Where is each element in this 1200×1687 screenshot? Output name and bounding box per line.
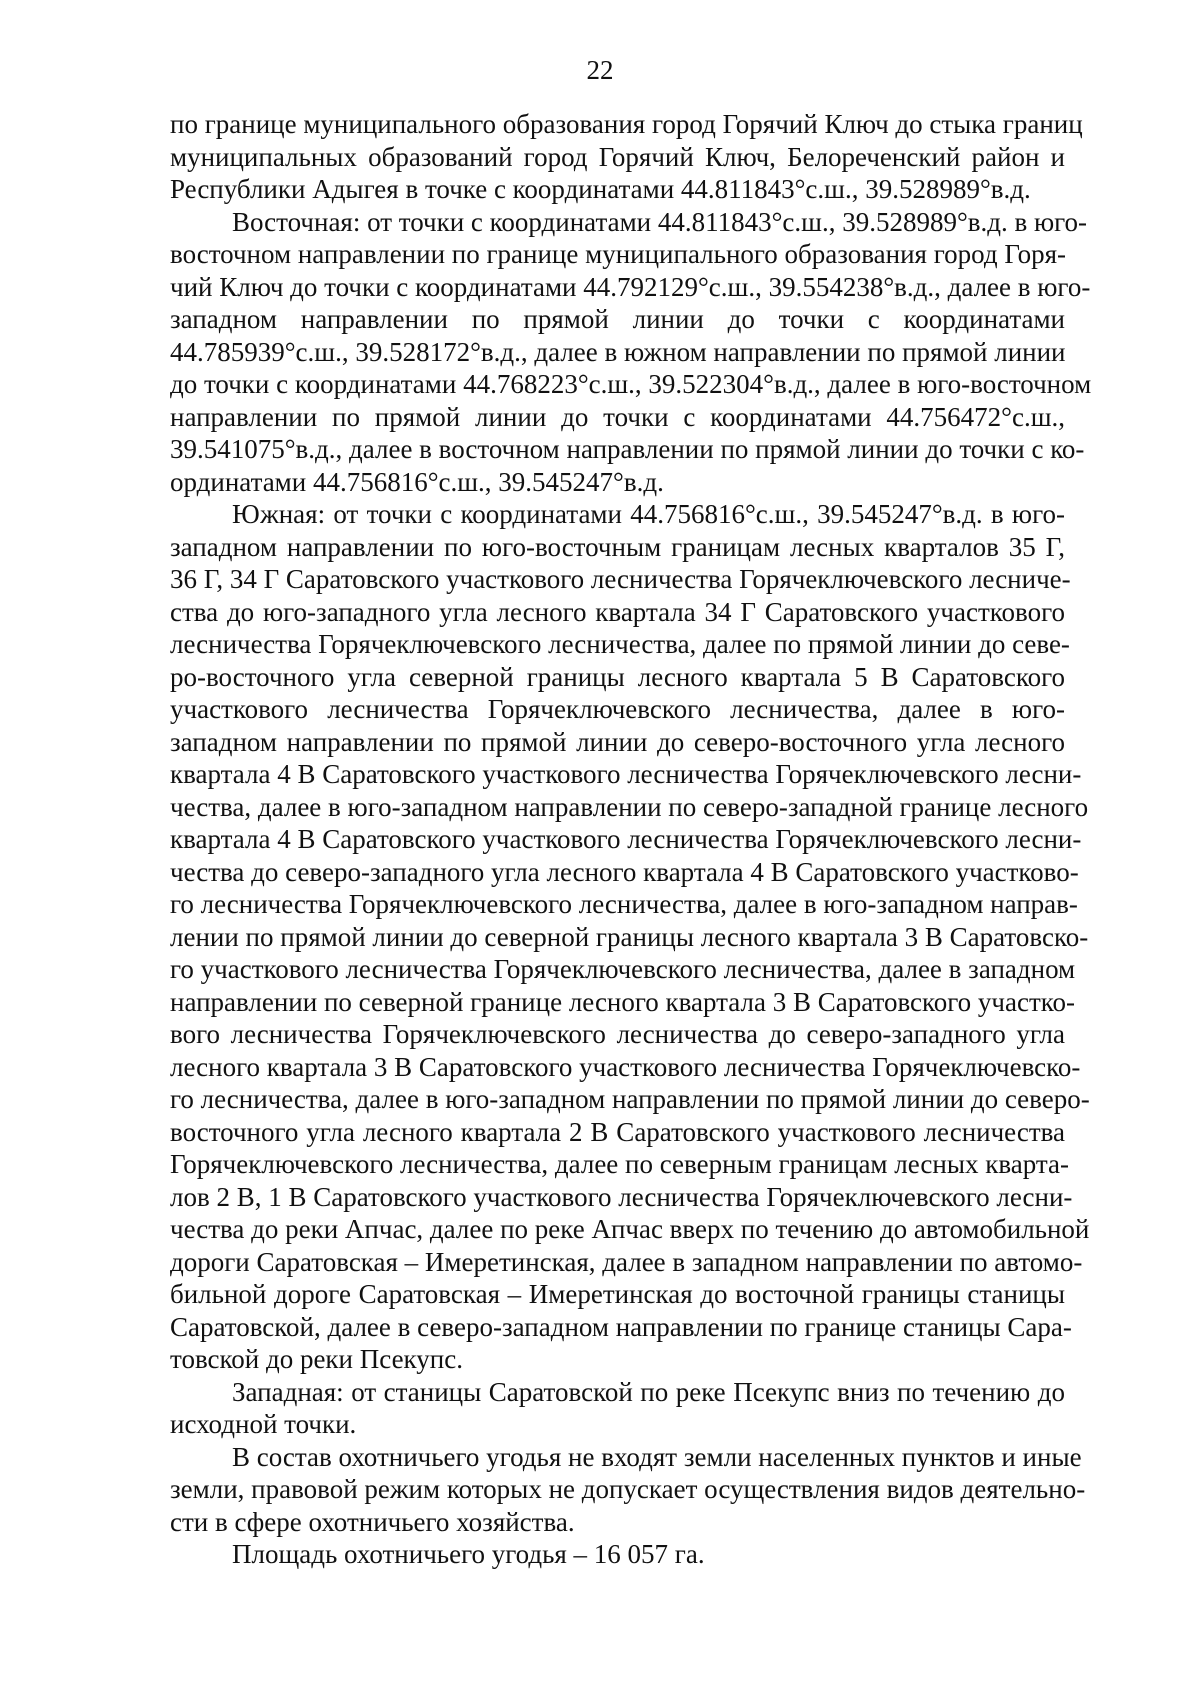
text-line: исходной точки. [170, 1409, 357, 1439]
text-line: го участкового лесничества Горячеключевского лесничества, далее в западном [170, 954, 1076, 984]
text-line: западном направлении по юго-восточным границам лесных кварталов 35 Г, [170, 531, 1065, 562]
text-line: до точки с координатами 44.768223°с.ш., 39.522304°в.д., далее в юго-восточном [170, 369, 1092, 399]
text-line: сти в сфере охотничьего хозяйства. [170, 1506, 575, 1537]
paragraph-area [170, 1538, 1065, 1571]
text-line: квартала 4 В Саратовского участкового лесничества Горячеключевского лесни- [170, 759, 1082, 789]
text-line: бильной дороге Саратовская – Имеретинская до восточной границы станицы [170, 1279, 1065, 1309]
text-line: муниципальных образований город Горячий Ключ, Белореченский район и [170, 141, 1065, 172]
text-line: чий Ключ до точки с координатами 44.792129°с.ш., 39.554238°в.д., далее в юго- [170, 271, 1091, 302]
text-line: Южная: от точки с координатами 44.756816°с.ш., 39.545247°в.д. в юго- [232, 499, 1065, 529]
text-line: ро-восточного угла северной границы лесного квартала 5 В Саратовского [170, 661, 1065, 692]
text-line: по границе муниципального образования город Горячий Ключ до стыка границ [170, 109, 1083, 139]
text-line: лов 2 В, 1 В Саратовского участкового лесничества Горячеключевского лесни- [170, 1181, 1073, 1212]
text-line: чества, далее в юго-западном направлении по северо-западной границе лесного [170, 791, 1089, 822]
page-number: 22 [586, 55, 614, 85]
text-line: 39.541075°в.д., далее в восточном направлении по прямой линии до точки с ко- [170, 434, 1085, 464]
text-line: направлении по северной границе лесного квартала 3 В Саратовского участко- [170, 986, 1076, 1017]
text-line: ства до юго-западного угла лесного квартала 34 Г Саратовского участкового [170, 596, 1065, 627]
paragraph-south-boundary [170, 498, 1090, 1376]
paragraph-east-boundary [170, 206, 1092, 499]
text-line: Республики Адыгея в точке с координатами 44.811843°с.ш., 39.528989°в.д. [170, 174, 1031, 204]
paragraph-exclusions [170, 1441, 1086, 1539]
text-line: В состав охотничьего угодья не входят земли населенных пунктов и иные [232, 1441, 1082, 1472]
text-line: квартала 4 В Саратовского участкового лесничества Горячеключевского лесни- [170, 824, 1082, 854]
text-line: восточном направлении по границе муниципального образования город Горя- [170, 239, 1066, 269]
text-line: Площадь охотничьего угодья – 16 057 га. [232, 1539, 705, 1569]
text-line: Восточная: от точки с координатами 44.811843°с.ш., 39.528989°в.д. в юго- [232, 206, 1088, 237]
text-line: лесного квартала 3 В Саратовского участкового лесничества Горячеключевско- [170, 1051, 1081, 1082]
text-line: Саратовской, далее в северо-западном направлении по границе станицы Сара- [170, 1311, 1072, 1342]
text-line: лесничества Горячеключевского лесничества, далее по прямой линии до севе- [170, 629, 1070, 659]
text-line: западном направлении по прямой линии до точки с координатами [170, 304, 1065, 334]
text-line: чества до реки Апчас, далее по реке Апчас вверх по течению до автомобильной [170, 1214, 1090, 1244]
text-line: го лесничества, далее в юго-западном направлении по прямой линии до северо- [170, 1084, 1090, 1114]
text-line: участкового лесничества Горячеключевского лесничества, далее в юго- [170, 694, 1065, 724]
text-line: западном направлении по прямой линии до северо-восточного угла лесного [170, 726, 1065, 757]
text-line: земли, правовой режим которых не допускает осуществления видов деятельно- [170, 1474, 1086, 1504]
paragraph-west-boundary [170, 1376, 1065, 1441]
text-line: лении по прямой линии до северной границы лесного квартала 3 В Саратовско- [170, 921, 1089, 952]
text-line: Горячеключевского лесничества, далее по северным границам лесных кварта- [170, 1149, 1069, 1179]
text-line: 44.785939°с.ш., 39.528172°в.д., далее в южном направлении по прямой линии [170, 336, 1066, 367]
text-line: 36 Г, 34 Г Саратовского участкового лесничества Горячеключевского лесниче- [170, 564, 1071, 594]
text-line: го лесничества Горячеключевского лесничества, далее в юго-западном направ- [170, 889, 1078, 919]
text-line: Западная: от станицы Саратовской по реке Псекупс вниз по течению до [232, 1376, 1065, 1407]
paragraph-continuation [170, 108, 1083, 206]
text-line: ординатами 44.756816°с.ш., 39.545247°в.д. [170, 466, 664, 497]
text-line: направлении по прямой линии до точки с координатами 44.756472°с.ш., [170, 401, 1065, 432]
text-line: чества до северо-западного угла лесного квартала 4 В Саратовского участково- [170, 856, 1079, 887]
text-line: вого лесничества Горячеключевского лесничества до северо-западного угла [170, 1019, 1065, 1049]
document-body [170, 108, 1092, 1571]
text-line: дороги Саратовская – Имеретинская, далее в западном направлении по автомо- [170, 1246, 1083, 1277]
text-line: восточного угла лесного квартала 2 В Саратовского участкового лесничества [170, 1116, 1065, 1147]
text-line: товской до реки Псекупс. [170, 1344, 463, 1374]
